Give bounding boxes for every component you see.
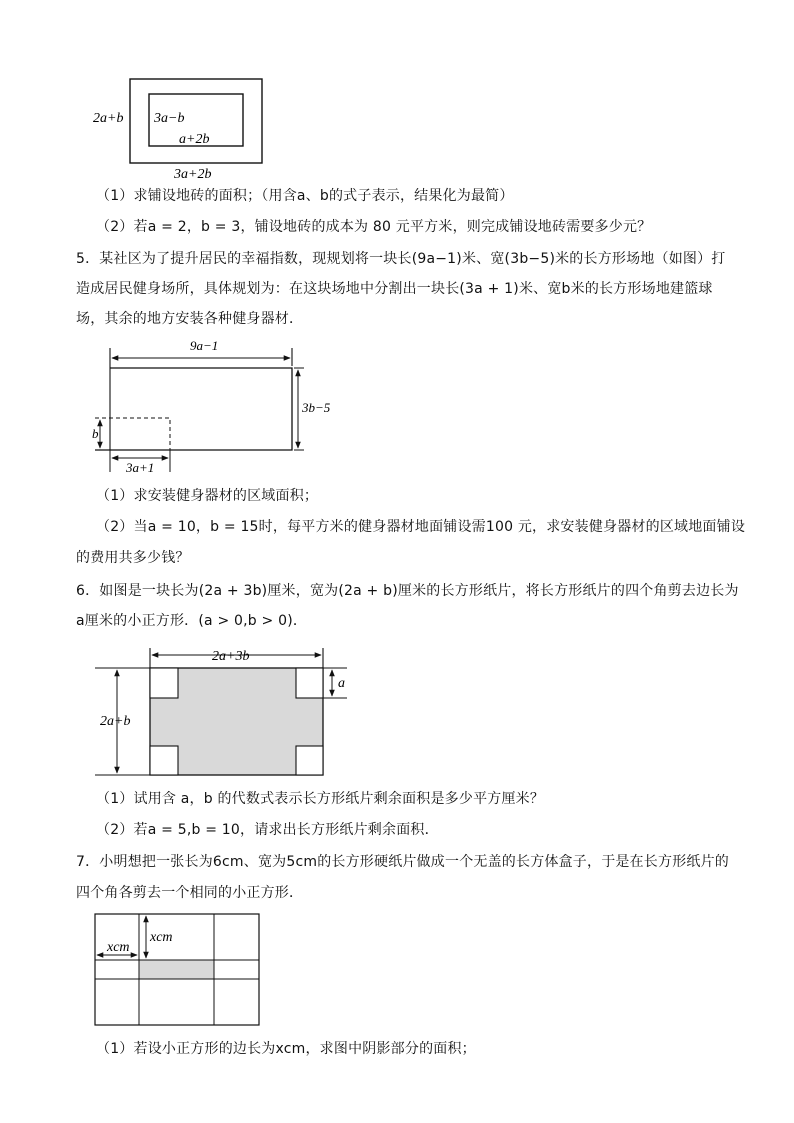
top-length-label: 9a−1 (190, 338, 219, 353)
inner-top-label: 3a−b (154, 111, 185, 126)
corner-side-label: a (338, 676, 345, 691)
cut-size-label-left: xcm (107, 940, 130, 955)
court-width-label: b (92, 426, 99, 441)
court-length-label: 3a+1 (126, 460, 155, 475)
q4-part1: （1）求铺设地砖的面积；（用含a、b的式子表示，结果化为最简） (96, 188, 514, 204)
q5-part2-line1: （2）当a = 10，b = 15时，每平方米的健身器材地面铺设需100 元，求安装健身器材的区域地面铺设 (96, 519, 746, 535)
q7-part1: （1）若设小正方形的边长为xcm，求图中阴影部分的面积； (96, 1041, 476, 1057)
outer-side-label: 2a+b (93, 111, 124, 126)
figure-cut-corners (90, 643, 360, 781)
figure-field-plan (90, 336, 350, 476)
q6-part1: （1）试用含 a，b 的代数式表示长方形纸片剩余面积是多少平方厘米？ (96, 791, 545, 807)
q7-stem-line2: 四个角各剪去一个相同的小正方形． (76, 885, 304, 901)
paper-width-label: 2a+b (100, 714, 131, 729)
q4-part2: （2）若a = 2，b = 3，铺设地砖的成本为 80 元平方米，则完成铺设地砖需要多少元？ (96, 219, 652, 235)
paper-length-label: 2a+3b (212, 649, 250, 664)
outer-bottom-label: 3a+2b (174, 167, 212, 182)
q7-stem-line1: 7．小明想把一张长为6cm、宽为5cm的长方形硬纸片做成一个无盖的长方体盒子，于是在长方形纸片的 (76, 854, 729, 870)
inner-bottom-label: a+2b (179, 132, 210, 147)
q5-stem-line2: 造成居民健身场所，具体规划为：在这块场地中分割出一块长(3a + 1)米、宽b米的长方形场地建篮球 (76, 281, 713, 297)
cut-size-label-top: xcm (150, 930, 173, 945)
q5-stem-line1: 5．某社区为了提升居民的幸福指数，现规划将一块长(9a−1)米、宽(3b−5)米的长方形场地（如图）打 (76, 251, 726, 267)
q5-part2-line2: 的费用共多少钱？ (76, 550, 190, 566)
figure-nested-rectangles (90, 76, 270, 182)
q5-stem-line3: 场，其余的地方安装各种健身器材． (76, 311, 304, 327)
right-width-label: 3b−5 (302, 400, 331, 415)
q6-stem-line1: 6．如图是一块长为(2a + 3b)厘米，宽为(2a + b)厘米的长方形纸片，将长方形纸片的四个角剪去边长为 (76, 583, 739, 599)
q6-stem-line2: a厘米的小正方形．(a > 0,b > 0)． (76, 613, 308, 629)
figure-box-net (90, 910, 265, 1030)
q5-part1: （1）求安装健身器材的区域面积； (96, 488, 319, 504)
q6-part2: （2）若a = 5,b = 10，请求出长方形纸片剩余面积． (96, 822, 439, 838)
